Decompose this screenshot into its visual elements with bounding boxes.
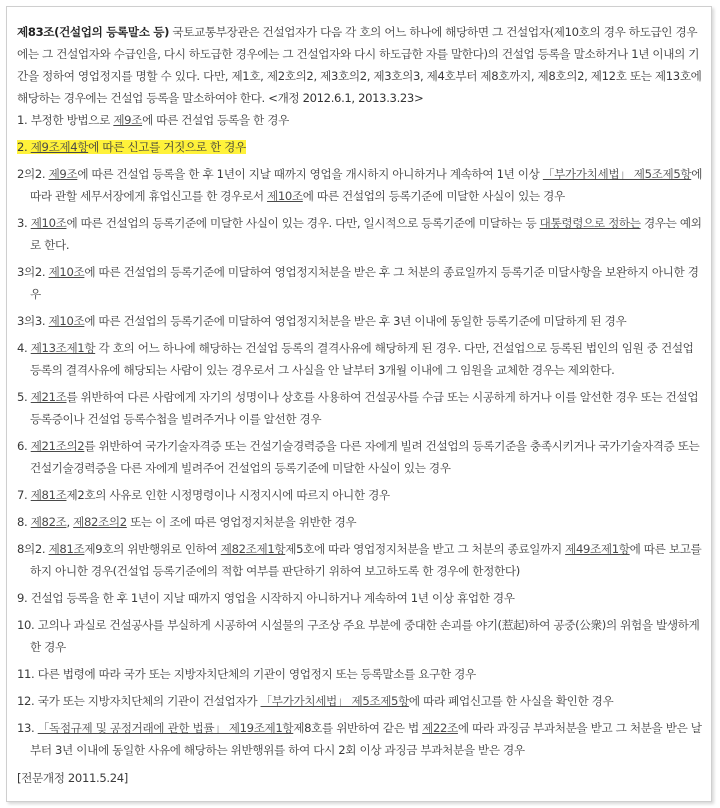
item-text: 7.: [17, 488, 31, 502]
law-reference-link[interactable]: 제9조: [113, 113, 143, 127]
item-text: 5.: [17, 390, 31, 404]
law-reference-link[interactable]: 제81조: [48, 542, 85, 556]
item-text: 9. 건설업 등록을 한 후 1년이 지날 때까지 영업을 시작하지 아니하거나 계속하여 1년 이상 휴업한 경우: [17, 591, 515, 605]
list-item: [17, 511, 707, 533]
law-reference-link[interactable]: 제82조의2: [73, 515, 127, 529]
item-text: 또는 이 조에 따른 영업정지처분을 위반한 경우: [126, 515, 357, 529]
list-item: [17, 310, 707, 332]
list-item: [17, 435, 707, 479]
item-text: 제8호를 위반하여 같은 법: [293, 721, 423, 735]
item-text: 에 따른 건설업의 등록기준에 미달하여 영업정지처분을 받은 후 3년 이내에 동일한 등록기준에 미달하게 된 경우: [84, 314, 627, 328]
item-text: 각 호의 어느 하나에 해당하는 건설업 등록의 결격사유에 해당하게 된 경우. 다만, 건설업으로 등록된 법인의 임원 중 건설업 등록의 결격사유에 해당되는 사람이 있는 경우로서 그 사실을 안 날부터 3개월 이내에 그 임원을 교체한 경우는 제외한다.: [30, 341, 694, 377]
item-text: 에 따른 건설업의 등록기준에 미달한 사실이 있는 경우. 다만, 일시적으로 등록기준에 미달하는 등: [66, 216, 540, 230]
full-revision-note: [전문개정 2011.5.24]: [17, 771, 128, 785]
article-intro-text: 국토교통부장관은 건설업자가 다음 각 호의 어느 하나에 해당하면 그 건설업자(제10호의 경우 하도급인 경우에는 그 건설업자와 수급인을, 다시 하도급한 경우에는 그 건설업자와 다시 하도급한 자를 말한다)의 건설업 등록을 말소하거나 1년 이내의 기간을 정하여 영업정지를 명할 수 있다. 다만, 제1호, 제2호의2, 제3호의2, 제3호의3, 제4호부터 제8호까지, 제8호의2, 제12호 또는 제13호에 해당하는 경우에는 건설업 등록을 말소하여야 한다.: [17, 25, 702, 105]
list-item: [17, 109, 707, 131]
item-text: 에 따른 건설업의 등록기준에 미달한 사실이 있는 경우: [302, 189, 565, 203]
law-reference-link[interactable]: 제9조: [48, 167, 78, 181]
law-reference-link[interactable]: 「독점규제 및 공정거래에 관한 법률」 제19조제1항: [37, 721, 294, 735]
law-reference-link[interactable]: 「부가가치세법」 제5조제5항: [260, 694, 409, 708]
item-text: 에 따라 관할 세무서장에게 휴업신고를 한 경우로서: [30, 167, 703, 203]
law-reference-link[interactable]: 제9조제4항: [30, 140, 89, 154]
list-item: [17, 163, 707, 207]
document-frame: [6, 6, 712, 802]
item-text: 경우는 예외로 한다.: [30, 216, 702, 252]
law-reference-link[interactable]: 제21조의2: [30, 439, 85, 453]
item-text: 제5호에 따라 영업정지처분을 받고 그 처분의 종료일까지: [285, 542, 566, 556]
item-text: 3의2.: [17, 265, 49, 279]
list-item: [17, 212, 707, 256]
law-reference-link[interactable]: 제10조: [48, 314, 85, 328]
item-list: [17, 109, 707, 761]
item-text: 2의2.: [17, 167, 49, 181]
law-reference-link[interactable]: 제10조: [267, 189, 303, 203]
law-reference-link[interactable]: 제49조제1항: [565, 542, 630, 556]
list-item: [17, 690, 707, 712]
item-text: 6.: [17, 439, 31, 453]
item-text: 3.: [17, 216, 31, 230]
item-text: 8의2.: [17, 542, 49, 556]
list-item: [17, 484, 707, 506]
law-reference-link[interactable]: 「부가가치세법」 제5조제5항: [542, 167, 692, 181]
law-reference-link[interactable]: 제82조제1항: [220, 542, 286, 556]
list-item: [17, 386, 707, 430]
item-text: 13.: [17, 721, 38, 735]
list-item: [17, 261, 707, 305]
item-text: 제2호의 사유로 인한 시정명령이나 시정지시에 따르지 아니한 경우: [66, 488, 390, 502]
item-text: 2.: [17, 140, 31, 154]
article-content: [17, 21, 707, 789]
list-item: [17, 136, 707, 158]
law-reference-link[interactable]: 대통령령으로 정하는: [539, 216, 641, 230]
highlighted-item-text: [17, 140, 246, 154]
item-text: 8.: [17, 515, 31, 529]
item-text: 12. 국가 또는 지방자치단체의 기관이 건설업자가: [17, 694, 261, 708]
law-reference-link[interactable]: 제21조: [30, 390, 67, 404]
item-text: 11. 다른 법령에 따라 국가 또는 지방자치단체의 기관이 영업정지 또는 등록말소를 요구한 경우: [17, 667, 476, 681]
law-reference-link[interactable]: 제10조: [30, 216, 67, 230]
amendment-note: <개정 2012.6.1, 2013.3.23>: [268, 91, 424, 105]
list-item: [17, 538, 707, 582]
item-text: 10. 고의나 과실로 건설공사를 부실하게 시공하여 시설물의 구조상 주요 부분에 중대한 손괴를 야기(惹起)하여 공중(公衆)의 위험을 발생하게 한 경우: [17, 618, 700, 654]
law-reference-link[interactable]: 제22조: [422, 721, 458, 735]
list-item: [17, 663, 707, 685]
item-text: 4.: [17, 341, 31, 355]
law-reference-link[interactable]: 제81조: [30, 488, 67, 502]
item-text: 에 따른 건설업 등록을 한 경우: [142, 113, 289, 127]
law-reference-link[interactable]: 제82조: [30, 515, 67, 529]
item-text: 제9호의 위반행위로 인하여: [84, 542, 221, 556]
list-item: [17, 337, 707, 381]
item-text: 에 따라 폐업신고를 한 사실을 확인한 경우: [408, 694, 614, 708]
article-intro: [17, 21, 707, 109]
article-title: 제83조(건설업의 등록말소 등): [17, 25, 170, 39]
item-text: 를 위반하여 다른 사람에게 자기의 성명이나 상호를 사용하여 건설공사를 수급 또는 시공하게 하거나 이를 알선한 경우 또는 건설업 등록증이나 건설업 등록수첩을 빌려주거나 이를 알선한 경우: [30, 390, 699, 426]
item-text: ,: [66, 515, 74, 529]
item-text: 에 따른 건설업의 등록기준에 미달하여 영업정지처분을 받은 후 그 처분의 종료일까지 등록기준 미달사항을 보완하지 아니한 경우: [30, 265, 699, 301]
item-text: 에 따른 보고를 하지 아니한 경우(건설업 등록기준에의 적합 여부를 판단하기 위하여 보고하도록 한 경우에 한정한다): [30, 542, 702, 578]
item-text: 에 따라 과징금 부과처분을 받고 그 처분을 받은 날부터 3년 이내에 동일한 사유에 해당하는 위반행위를 하여 다시 2회 이상 과징금 부과처분을 받은 경우: [30, 721, 702, 757]
item-text: 1. 부정한 방법으로: [17, 113, 114, 127]
law-reference-link[interactable]: 제10조: [48, 265, 85, 279]
list-item: [17, 717, 707, 761]
list-item: [17, 614, 707, 658]
item-text: 3의3.: [17, 314, 49, 328]
law-reference-link[interactable]: 제13조제1항: [30, 341, 96, 355]
item-text: 를 위반하여 국가기술자격증 또는 건설기술경력증을 다른 자에게 빌려 건설업의 등록기준을 충족시키거나 국가기술자격증 또는 건설기술경력증을 다른 자에게 빌려주어 건설업의 등록기준에 미달한 사실이 있는 경우: [30, 439, 700, 475]
item-text: 에 따른 건설업 등록을 한 후 1년이 지날 때까지 영업을 개시하지 아니하거나 계속하여 1년 이상: [77, 167, 543, 181]
item-text: 에 따른 신고를 거짓으로 한 경우: [88, 140, 246, 154]
list-item: [17, 587, 707, 609]
